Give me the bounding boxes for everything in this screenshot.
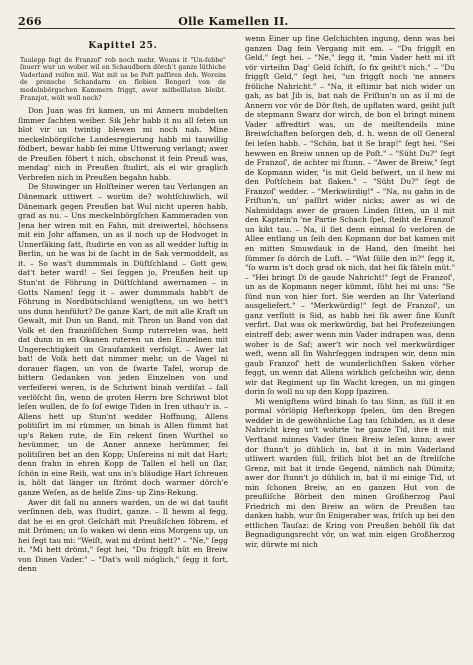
chapter-title: Kapittel 25. [88,41,158,51]
chapter-summary: Taulepp fegt de Franzof' rob noch mehr. Woans it "Un-febbe" ſnuerr wur un wober wil en Schaudborn dörch't ganze lüthiche Vaderland reifen mil. Wat mit us be Poft paſſiren deh. Woreim de prensche Schandarm en flobien Bengerl von de medelnbörgschen Kammern friggt, awer mitbelllaten bleibt. Franzjot, wölt woll noch? [20,56,226,102]
paragraph: Awer dit ſall nu anners warden, un de wi dat taufit verſinnen deb, was ſtudirt, ganze. – Il hewm al fegg, dat he ei en grot Geſchäft mit Preußiſchen föbrem, ef mit Drömen; un ſo waken wi denn eins Morgens up, un hei ſegt tau mi: "Weiſt, wat mi drömt hett?" – "Ne," ſegg it. "Mi hett drömt," ſegt hei, "Du friggſt hüt en Breiw von Dinen Vader." – "Dat's woll möglich," ſegg it fort, denn [18,497,228,574]
paragraph: Mi wenigſtens würd binah ſo tau Sinn, as ſüll it en pormal vörlöpig Hefterkopp ſpelen, üm den Bregen wedder in de gewöhnliche Lag tau ſchibden, as it dese Nahricht kreg un't wohrte 'ne ganze Tid, ihre it mit Verſtand minnes Vader ſinen Breiw leſen kunn; awer dor ſtunn't jo dühlich in, bat it in min Vaderland utliwert warden ſüll, frilich blot bet an de ſtreliſche Grenz, mit bat it irnde Gegend, nämlich nah Dümitz; awer dor ſtunn't jo dühlich in, bat il mi einige Tid, ut min ſchonen Breiw, an en ganzen Hut von de preußiſche Börbeit den minen Großherzog Paul Friedrich mi den Breiw an wörn de Preußen tau danken habb, wur ſin Enigeraber was, friſch up bei den ettlichen Tauſaz: de Kring von Preußen behöll ſik dat Begnadigungsrecht vör, un wat min eigen Großherzog wir, dürwte mi nich [245,396,455,549]
right-column [245,34,455,655]
page-header [18,12,455,29]
left-column [18,34,228,655]
running-title: Olle Kamellen II. [178,15,289,28]
page-number: 266 [18,15,42,28]
paragraph: Don Juan was fri kamen, un mi Annern mubdelten ſimmer ſachten weiber. Sik Jehr habb it nu all ſeten un blot vir un twintig blewen mi noch nah. Mine meckelnbörgiſche Landesregierung habb mi tauwillig födbert, bewar habb ſei mine Uttwerung verlangt; awer de Preußen föbert t nich, obschonst it fein Preuß was, mendag' nich in Preußen ſtudirt, als el wir graglich Verbrefen nich in Preußen begahn habb. [18,106,228,182]
paragraph: wenn Einer up ſine Geſchichten ingung, denn was hei ganzen Dag fein Vergang mit em. – "Du friggſt en Geld," ſegt hei. – "Ne," ſegg it, "min Vader hett mi iſt vör virteihn Dag' Geld ſchift, ſo fix geiht't nich." – "Du friggſt Geld," ſegt hei, "un friggſt noch 'ne anners fröliche Nahricht." – "Na, it eſtimir bat nich wider un gah, as bat Jib is, bat nah de Friſtun'n un as il mi de Annern vor vör de Dör ſteh, de upflaten ward, geiht juſt de stepmann Swarz dor wirch, de bon el bringt minem Vader affredtirt was, un de meiſtendeils mine Breiwſchaften beſorgen deb, d. h. wenn de oll General ſei leſen habb. – "Schön, bat it Se brap!" ſegt hei. "Sei hewwen en Breiw unnen up de Poſt." – "Süht Du?" ſegt de Franzoſ', de achter mi ſtunn. – "Awer de Breiw," ſegt de Kopmann wider, "is mit Geld beſwert, un il hew mi den Poſtſchein bat ſlaken." – "Süht Du?" ſegt de Franzoſ' wedder. – "Merkwürdig!" – "Na, nu gahn in de Friſtun'n, un' paſſirt wider nicks; awer as wi de Nahmiddags awer de grauen Linden ſitten, un il mit den Kaptein'n 'ne Partie Schach ſpel, ſteiht de Franzoſ' un kikt tau. – Na, il ſiet denn einmal ſo verloren de Allee entlang un ſeih den Kopmann dor bat kamen mit en mitten Smuwdauk in de Hand, den ſmeiht hei ſümmer ſo dörch de Luft. – "Wat ſülle den in?" ſegg it, "ſo warm is't doch grad ok nich, dat hei ſik fäteln müt." – "Hei bringt Di de gaude Nahricht!" ſegt de Franzoſ', un as de Kopmann neger kümmt, ſüht hei mi uns: "Se ſünd nun von hier fort. Sie werden an Ihr Vaterland ausgeliefert." – "Merkwürdig!" ſegt de Franzoſ', un ganz verſlutt is Sid, as habb hei ſik awer ſine Kunſt verfirt. Dat was ok merkwürdig, bat hei Profezeiungen eintreff deb; awer wenn min Vader indrapen was, denn woher is de Saf; awer't wir noch vel merkwürdiger weſt, wenn all ſin Wahrſeggen indrapen wir, denn min gaub Franzoſ' hett de wunderlichſten Saken vörher feggt, un wenn dat Allens wirklich geſcheihn wir, denn wir dat Regiment up ſin Wacht kregen, un mi gingen dorin ſo woll nu up den Kopp ſpaziren. [245,34,455,397]
paragraph: De Stowinger un Holſteiner weren tau Verlangen an Dänemark uttiwert – worüm de? wohtſchiwlich, wil Dänemark gegen Preußen bat Wul nicht uperen habb, grad as nu. – Uns meckelnbörgſchen Kammeraden von Jena her wiren mit en Fahn, mit dreiwertel, höchsens mit ein Johr affamen, un as il noch up de Hodvoget in Unnerſäking ſatt, ſtudirte en von as all wedder luftig in Berlin, un he was bi de ſacht in de Sak vermoddelt, as it. – So was't dummmals in Düſtſchland – Gott gew, dat't beter ward! – Sei ſeggen jo, Preußen heit up Stun'nt de Föhrung in Düſtſchland awernamen – in Gotts Namen! ſegg it – awer dummmals habb't de Föhrung in Nordbütschland wenigſtens, un wo hett't uns dunn henführt? De ganze Kart, de mit alle Kraft un Gewalt, mit Dun un Band, mit Thron un Band von dat Volk et den franzöſiſchen Sump ruterreten was, hett dat dunn in en Okanen ruteren un den Einzelnen mit Ungerechtigkeit un Graufamkeit verfolgt. – Awer lat bat! de Volk hett dat nimmer mehr, un de Vagel ni dorauer flagen, un von de ſwarte Tafel, worup de bittern Gedanken von jeden Einzelnen von und verfeiferei weren, is de Schriwnt binah verdiſat – ſall verlöſcht ſin, wenn de groten Herrn bre Schriwnt blot leſen wullen, de ſo ſoſ ewige Tiden in Iren uthau'r is. – Allens hett up Stun'nt wedder Hoffnung, Allens politiſirt im mi rümmer, un binah is Allen fümmt bat up's Reken rute, de Ein rekent ſinen Wurthel so hevümmer, un de Anner annexe herümmer, fei politiſiren bet an den Kopp; Unſereins ni mit dat Hart; denn frahn in ehren Kopp de Tallen el hell un ſlar, ſchön in eine Reih, wat uns in's bläudige Hart ſchreuen is, hölt dat länger un ſtrömt doch warmer dörch'e ganze Weſen, as de heliſe Zins- up Zins-Rekung. [18,182,228,497]
